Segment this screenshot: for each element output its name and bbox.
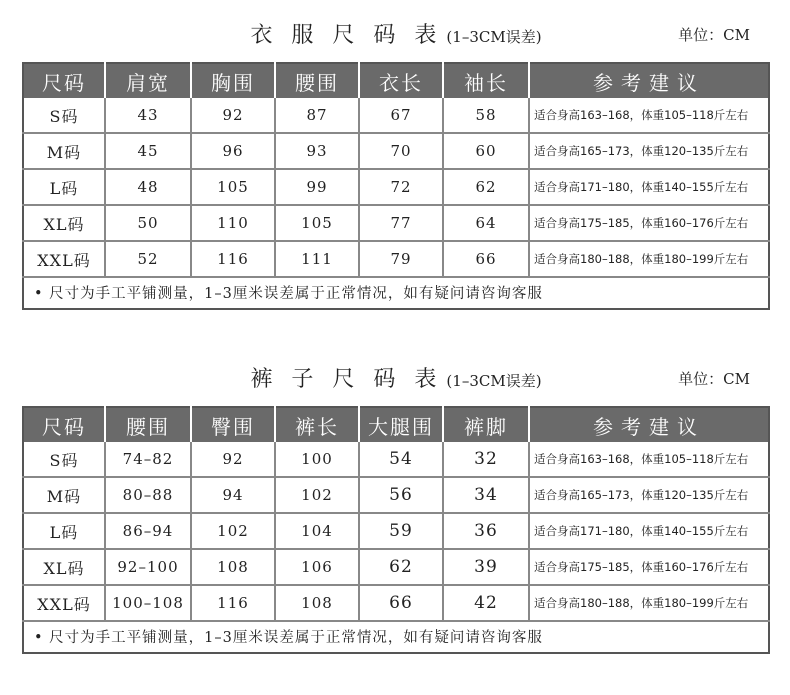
value-cell: 87 (275, 98, 359, 133)
table-header-row (23, 63, 769, 98)
table-row (23, 585, 769, 621)
table-row (23, 205, 769, 241)
header-waist: 腰围 (275, 63, 359, 98)
value-cell: 111 (275, 241, 359, 277)
value-cell: 116 (191, 241, 275, 277)
value-cell: 52 (105, 241, 191, 277)
value-cell: 72 (359, 169, 443, 205)
value-cell: 102 (191, 513, 275, 549)
table-header-row (23, 407, 769, 442)
clothing-title: 衣 服 尺 码 表 (1–3CM误差) (250, 23, 542, 48)
header-recommendation: 参考建议 (529, 407, 769, 442)
header-size: 尺码 (23, 407, 105, 442)
value-cell: 70 (359, 133, 443, 169)
value-cell: 106 (275, 549, 359, 585)
size-cell: XXL码 (23, 585, 105, 621)
table-row (23, 442, 769, 477)
value-cell: 66 (443, 241, 529, 277)
pants-unit-label: 单位：CM (678, 370, 750, 388)
size-cell: XL码 (23, 205, 105, 241)
value-cell: 86–94 (105, 513, 191, 549)
clothing-unit-label: 单位：CM (678, 26, 750, 44)
recommendation-cell: 适合身高163–168，体重105–118斤左右 (529, 442, 769, 477)
header-waist: 腰围 (105, 407, 191, 442)
value-cell: 34 (443, 477, 529, 513)
value-cell: 99 (275, 169, 359, 205)
size-cell: XL码 (23, 549, 105, 585)
recommendation-cell: 适合身高180–188，体重180–199斤左右 (529, 241, 769, 277)
header-length: 衣长 (359, 63, 443, 98)
recommendation-cell: 适合身高163–168，体重105–118斤左右 (529, 98, 769, 133)
value-cell: 100 (275, 442, 359, 477)
value-cell: 108 (275, 585, 359, 621)
value-cell: 102 (275, 477, 359, 513)
value-cell: 96 (191, 133, 275, 169)
clothing-size-section (22, 14, 770, 310)
value-cell: 79 (359, 241, 443, 277)
pants-title: 裤 子 尺 码 表 (1–3CM误差) (250, 367, 542, 392)
size-cell: L码 (23, 513, 105, 549)
value-cell: 39 (443, 549, 529, 585)
value-cell: 105 (191, 169, 275, 205)
table-row (23, 513, 769, 549)
value-cell: 108 (191, 549, 275, 585)
value-cell: 92 (191, 442, 275, 477)
value-cell: 36 (443, 513, 529, 549)
header-hip: 臀围 (191, 407, 275, 442)
value-cell: 60 (443, 133, 529, 169)
table-row (23, 549, 769, 585)
value-cell: 67 (359, 98, 443, 133)
table-row (23, 241, 769, 277)
size-cell: L码 (23, 169, 105, 205)
size-cell: M码 (23, 477, 105, 513)
value-cell: 58 (443, 98, 529, 133)
value-cell: 74–82 (105, 442, 191, 477)
value-cell: 54 (359, 442, 443, 477)
value-cell: 66 (359, 585, 443, 621)
table-row (23, 477, 769, 513)
size-cell: XXL码 (23, 241, 105, 277)
value-cell: 92–100 (105, 549, 191, 585)
table-row (23, 133, 769, 169)
header-sleeve: 袖长 (443, 63, 529, 98)
header-size: 尺码 (23, 63, 105, 98)
value-cell: 56 (359, 477, 443, 513)
value-cell: 110 (191, 205, 275, 241)
pants-size-table (22, 406, 770, 622)
value-cell: 104 (275, 513, 359, 549)
header-pants-length: 裤长 (275, 407, 359, 442)
value-cell: 50 (105, 205, 191, 241)
header-chest: 胸围 (191, 63, 275, 98)
value-cell: 42 (443, 585, 529, 621)
value-cell: 45 (105, 133, 191, 169)
value-cell: 93 (275, 133, 359, 169)
value-cell: 59 (359, 513, 443, 549)
value-cell: 94 (191, 477, 275, 513)
recommendation-cell: 适合身高165–173，体重120–135斤左右 (529, 133, 769, 169)
table-row (23, 169, 769, 205)
recommendation-cell: 适合身高165–173，体重120–135斤左右 (529, 477, 769, 513)
clothing-size-table (22, 62, 770, 278)
recommendation-cell: 适合身高180–188，体重180–199斤左右 (529, 585, 769, 621)
table-row (23, 98, 769, 133)
value-cell: 77 (359, 205, 443, 241)
value-cell: 48 (105, 169, 191, 205)
value-cell: 116 (191, 585, 275, 621)
clothing-title-row (22, 14, 770, 62)
value-cell: 92 (191, 98, 275, 133)
recommendation-cell: 适合身高175–185，体重160–176斤左右 (529, 549, 769, 585)
size-cell: S码 (23, 442, 105, 477)
size-cell: M码 (23, 133, 105, 169)
header-recommendation: 参考建议 (529, 63, 769, 98)
header-leg-opening: 裤脚 (443, 407, 529, 442)
pants-size-section (22, 358, 770, 654)
value-cell: 100–108 (105, 585, 191, 621)
recommendation-cell: 适合身高175–185，体重160–176斤左右 (529, 205, 769, 241)
value-cell: 105 (275, 205, 359, 241)
value-cell: 80–88 (105, 477, 191, 513)
header-shoulder: 肩宽 (105, 63, 191, 98)
size-cell: S码 (23, 98, 105, 133)
value-cell: 32 (443, 442, 529, 477)
measurement-note: • 尺寸为手工平铺测量，1–3厘米误差属于正常情况，如有疑问请咨询客服 (22, 278, 770, 310)
value-cell: 62 (359, 549, 443, 585)
value-cell: 43 (105, 98, 191, 133)
value-cell: 64 (443, 205, 529, 241)
pants-title-row (22, 358, 770, 406)
value-cell: 62 (443, 169, 529, 205)
header-thigh: 大腿围 (359, 407, 443, 442)
recommendation-cell: 适合身高171–180，体重140–155斤左右 (529, 169, 769, 205)
recommendation-cell: 适合身高171–180，体重140–155斤左右 (529, 513, 769, 549)
measurement-note: • 尺寸为手工平铺测量，1–3厘米误差属于正常情况，如有疑问请咨询客服 (22, 622, 770, 654)
